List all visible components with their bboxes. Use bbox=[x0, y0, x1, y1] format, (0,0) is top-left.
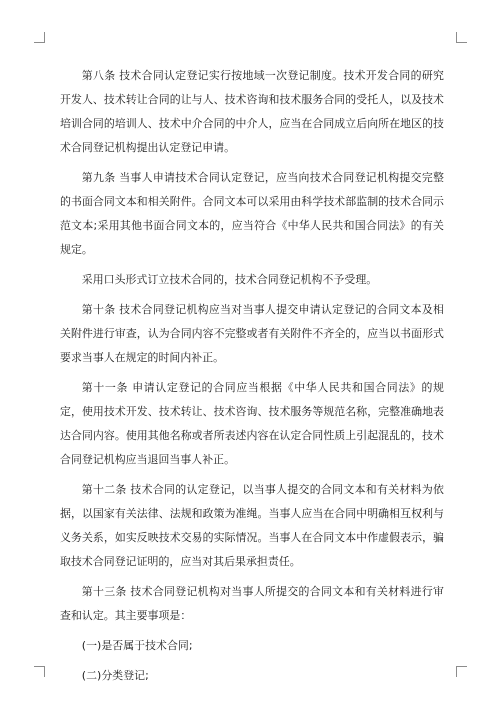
list-item-2: (二)分类登记; bbox=[81, 669, 149, 682]
paragraph-oral-contract: 采用口头形式订立技术合同的，技术合同登记机构不予受理。 bbox=[81, 273, 378, 286]
document-body bbox=[60, 64, 444, 694]
crop-mark-bottom-left bbox=[34, 666, 45, 677]
paragraph-article-10: 第十条 技术合同登记机构应当对当事人提交申请认定登记的合同文本及相关附件进行审查，认为合同内容不完整或者有关附件不齐全的，应当以书面形式要求当事人在规定的时间内补正。 bbox=[60, 303, 444, 364]
crop-mark-top-right bbox=[456, 32, 467, 43]
list-item-1: (一)是否属于技术合同; bbox=[81, 639, 193, 652]
crop-mark-bottom-right bbox=[456, 666, 467, 677]
crop-mark-top-left bbox=[34, 32, 45, 43]
paragraph-article-9: 第九条 当事人申请技术合同认定登记，应当向技术合同登记机构提交完整的书面合同文本和相关附件。合同文本可以采用由科学技术部监制的技术合同示范文本;采用其他书面合同文本的，应当符合《中华人民共和国合同法》的有关规定。 bbox=[60, 171, 444, 256]
paragraph-article-8: 第八条 技术合同认定登记实行按地域一次登记制度。技术开发合同的研究开发人、技术转让合同的让与人、技术咨询和技术服务合同的受托人，以及技术培训合同的培训人、技术中介合同的中介人，应当在合同成立后向所在地区的技术合同登记机构提出认定登记申请。 bbox=[60, 69, 444, 154]
paragraph-article-13: 第十三条 技术合同登记机构对当事人所提交的合同文本和有关材料进行审查和认定。其主要事项是： bbox=[60, 585, 444, 622]
paragraph-article-12: 第十二条 技术合同的认定登记，以当事人提交的合同文本和有关材料为依据，以国家有关法律、法规和政策为准绳。当事人应当在合同中明确相互权利与义务关系，如实反映技术交易的实际情况。当事人在合同文本中作虚假表示，骗取技术合同登记证明的，应当对其后果承担责任。 bbox=[60, 483, 444, 568]
paragraph-article-11: 第十一条 申请认定登记的合同应当根据《中华人民共和国合同法》的规定，使用技术开发、技术转让、技术咨询、技术服务等规范名称，完整准确地表达合同内容。使用其他名称或者所表述内容在认定合同性质上引起混乱的，技术合同登记机构应当退回当事人补正。 bbox=[60, 381, 444, 466]
